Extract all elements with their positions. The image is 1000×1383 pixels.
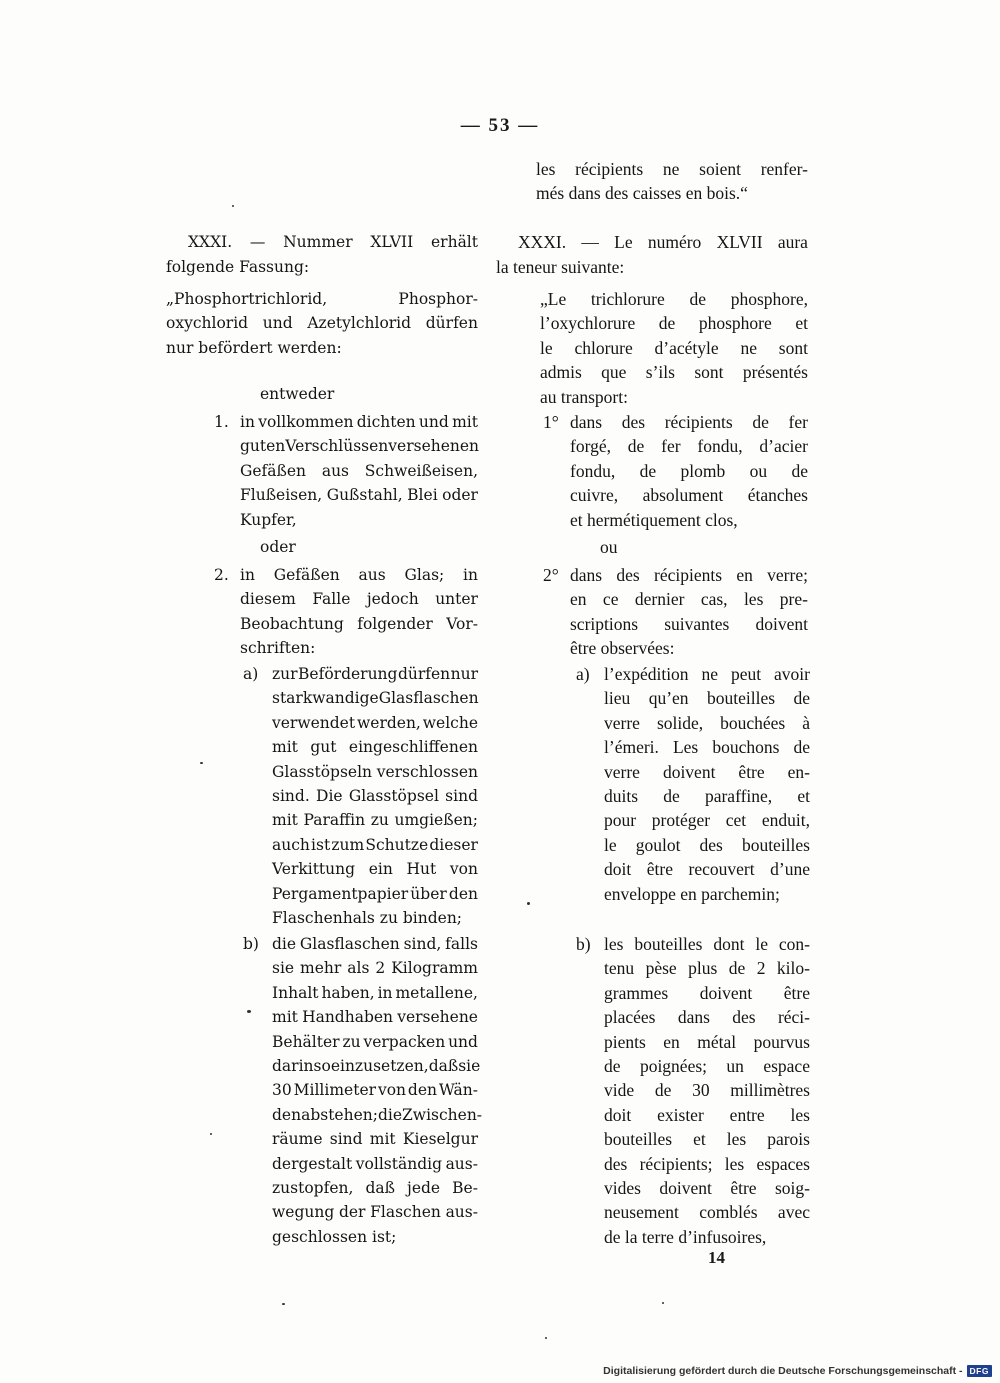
text-line: mit gut eingeschliffenen <box>272 738 478 757</box>
text-line: pients en métal pourvus <box>604 1031 810 1052</box>
text-line: „Phosphortrichlorid, Phosphor- <box>166 290 478 308</box>
text-line: de poignées; un espace <box>604 1056 810 1076</box>
page-number: — 53 — <box>460 115 540 136</box>
text-line: in vollkommen dichten und mit <box>240 413 478 431</box>
text-line: geschlossen ist; <box>272 1227 397 1246</box>
text-line: XXXI. — Le numéro XLVII aura <box>518 232 808 252</box>
text-line: darin so einzusetzen, daß sie <box>272 1057 481 1075</box>
text-line: 1. <box>214 413 229 431</box>
text-line: schriften: <box>240 639 316 658</box>
text-line: le goulot des bouteilles <box>604 834 810 855</box>
text-line: oder <box>260 538 296 556</box>
text-line: de la terre d’infusoires, <box>604 1226 767 1247</box>
text-line: admis que s’ils sont présentés <box>540 362 808 383</box>
text-line: nur befördert werden: <box>166 338 342 357</box>
text-line: neusement comblés avec <box>604 1202 810 1223</box>
text-line: tenu pèse plus de 2 kilo- <box>604 958 810 979</box>
text-line: 30 Millimeter von den Wän- <box>272 1081 478 1100</box>
text-line: a) <box>243 665 259 683</box>
text-line: bouteilles et les parois <box>604 1129 810 1150</box>
text-line: Flaschenhals zu binden; <box>272 909 463 927</box>
text-line: grammes doivent être <box>604 982 810 1003</box>
text-line: doit être recouvert d’une <box>604 859 810 880</box>
text-line: sind. Die Glasstöpsel sind <box>272 787 478 805</box>
text-line: zur Beförderung dürfen nur <box>272 665 478 683</box>
text-line: cuivre, absolument étanches <box>570 485 808 506</box>
text-line: més dans des caisses en bois.“ <box>536 183 748 204</box>
text-line: folgende Fassung: <box>166 258 310 276</box>
text-line: scriptions suivantes doivent <box>570 613 808 634</box>
text-line: die Glasflaschen sind, falls <box>272 935 478 953</box>
text-line: 2° <box>543 565 559 585</box>
text-line: in Gefäßen aus Glas; in <box>240 566 478 584</box>
text-line: forgé, de fer fondu, d’acier <box>570 436 808 457</box>
text-line: Inhalt haben, in metallene, <box>272 983 478 1002</box>
text-line: l’oxychlorure de phosphore et <box>540 313 808 334</box>
digitization-credit <box>603 1365 992 1377</box>
text-line: Pergamentpapier über den <box>272 884 478 903</box>
text-line: les récipients ne soient renfer- <box>536 159 808 179</box>
text-line: auch ist zum Schutze dieser <box>272 835 478 854</box>
text-line: doit exister entre les <box>604 1104 810 1125</box>
text-line: wegung der Flaschen aus- <box>272 1203 478 1222</box>
text-line: dergestalt vollständig aus- <box>272 1154 478 1173</box>
text-line: les bouteilles dont le con- <box>604 934 810 954</box>
text-line: verre solide, bouchées à <box>604 712 810 733</box>
text-line: la teneur suivante: <box>496 257 625 277</box>
text-line: duits de paraffine, et <box>604 786 810 806</box>
text-line: Gefäßen aus Schweißeisen, <box>240 461 478 480</box>
text-line: l’émeri. Les bouchons de <box>604 737 810 758</box>
text-line: 1° <box>543 412 559 432</box>
text-line: le chlorure d’acétyle ne sont <box>540 337 808 358</box>
text-line: sie mehr als 2 Kilogramm <box>272 959 478 978</box>
credit-text: Digitalisierung gefördert durch die Deutsche Forschungsgemeinschaft - <box>603 1365 963 1377</box>
text-line: Glasstöpseln verschlossen <box>272 762 478 781</box>
text-line: fondu, de plomb ou de <box>570 460 808 481</box>
text-line: ou <box>600 537 618 557</box>
text-line: verre doivent être en- <box>604 761 810 782</box>
sheet-number: 14 <box>708 1248 725 1267</box>
text-line: den abstehen; die Zwischen- <box>272 1105 483 1124</box>
text-line: vides doivent être soig- <box>604 1178 810 1198</box>
text-line: pour protéger cet enduit, <box>604 810 810 831</box>
text-line: être observées: <box>570 638 675 659</box>
text-line: oxychlorid und Azetylchlorid dürfen <box>166 314 478 333</box>
text-line: et hermétiquement clos, <box>570 509 738 530</box>
text-line: l’expédition ne peut avoir <box>604 664 810 684</box>
text-line: Beobachtung folgender Vor- <box>240 614 478 633</box>
text-line: b) <box>243 935 259 953</box>
text-line: des récipients; les espaces <box>604 1153 810 1174</box>
text-line: Verkittung ein Hut von <box>272 860 478 879</box>
text-line: enveloppe en parchemin; <box>604 883 780 904</box>
scan-speck <box>662 1302 664 1304</box>
text-line: zustopfen, daß jede Be- <box>272 1179 478 1197</box>
text-line: guten Verschlüssen versehenen <box>240 437 480 456</box>
text-line: b) <box>576 934 591 954</box>
text-line: XXXI. — Nummer XLVII erhält <box>188 233 478 251</box>
text-line: dans des récipients de fer <box>570 412 808 432</box>
text-line: „Le trichlorure de phosphore, <box>540 289 808 309</box>
scan-speck <box>210 1133 212 1135</box>
scan-speck <box>232 205 234 207</box>
scan-speck <box>282 1303 285 1305</box>
scan-speck <box>200 762 203 764</box>
scan-speck <box>247 1010 251 1013</box>
text-line: starkwandige Glasflaschen <box>272 689 479 708</box>
text-line: lieu qu’en bouteilles de <box>604 688 810 709</box>
text-line: vide de 30 millimètres <box>604 1080 810 1101</box>
text-line: placées dans des réci- <box>604 1007 810 1028</box>
text-line: räume sind mit Kieselgur <box>272 1130 478 1149</box>
text-line: Flußeisen, Gußstahl, Blei oder <box>240 486 478 505</box>
text-line: mit Paraffin zu umgießen; <box>272 811 478 830</box>
text-line: au transport: <box>540 386 628 407</box>
dfg-logo: DFG <box>967 1365 992 1377</box>
text-line: en ce dernier cas, les pre- <box>570 589 808 610</box>
text-line: Behälter zu verpacken und <box>272 1032 478 1051</box>
scan-speck <box>527 902 530 905</box>
text-line: entweder <box>260 385 335 403</box>
text-line: verwendet werden, welche <box>272 713 478 732</box>
scan-speck <box>545 1337 547 1339</box>
text-line: a) <box>576 664 590 684</box>
text-line: Kupfer, <box>240 510 297 529</box>
text-line: mit Handhaben versehene <box>272 1008 478 1027</box>
text-line: dans des récipients en verre; <box>570 565 808 585</box>
text-line: 2. <box>214 566 229 584</box>
text-line: diesem Falle jedoch unter <box>240 590 478 609</box>
